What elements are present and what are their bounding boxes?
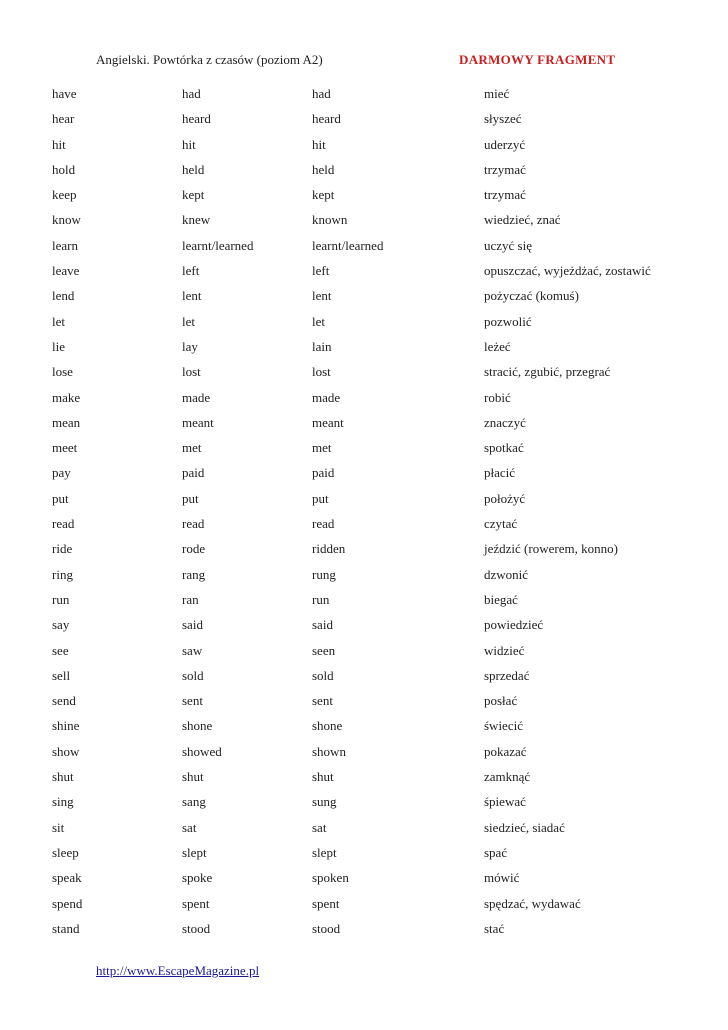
verb-table <box>0 86 728 946</box>
table-row <box>0 845 728 870</box>
past-simple-cell: made <box>182 389 211 405</box>
past-simple-cell: spoke <box>182 870 213 886</box>
past-participle-cell: read <box>312 516 335 532</box>
table-row <box>0 693 728 718</box>
past-participle-cell: put <box>312 490 329 506</box>
past-simple-cell: stood <box>182 920 211 936</box>
table-row <box>0 111 728 136</box>
table-row <box>0 86 728 111</box>
translation-cell: zamknąć <box>484 769 531 785</box>
base-form-cell: shine <box>52 718 80 734</box>
translation-cell: siedzieć, siadać <box>484 819 565 835</box>
translation-cell: położyć <box>484 490 526 506</box>
table-row <box>0 592 728 617</box>
past-simple-cell: knew <box>182 212 211 228</box>
table-row <box>0 491 728 516</box>
past-participle-cell: lost <box>312 364 331 380</box>
translation-cell: pożyczać (komuś) <box>484 288 579 304</box>
base-form-cell: sit <box>52 819 65 835</box>
past-participle-cell: had <box>312 86 331 101</box>
translation-cell: śpiewać <box>484 794 526 810</box>
past-participle-cell: met <box>312 440 332 456</box>
translation-cell: świecić <box>484 718 523 734</box>
past-simple-cell: sang <box>182 794 206 810</box>
past-simple-cell: read <box>182 516 205 532</box>
table-row <box>0 390 728 415</box>
table-row <box>0 668 728 693</box>
past-simple-cell: left <box>182 263 200 279</box>
past-participle-cell: sold <box>312 667 334 683</box>
past-participle-cell: spoken <box>312 870 349 886</box>
base-form-cell: ring <box>52 566 73 582</box>
table-row <box>0 465 728 490</box>
base-form-cell: see <box>52 642 69 658</box>
past-participle-cell: stood <box>312 920 341 936</box>
base-form-cell: show <box>52 743 80 759</box>
base-form-cell: lose <box>52 364 73 380</box>
translation-cell: stać <box>484 920 505 936</box>
translation-cell: znaczyć <box>484 414 526 430</box>
past-simple-cell: rang <box>182 566 206 582</box>
base-form-cell: lend <box>52 288 75 304</box>
translation-cell: trzymać <box>484 161 526 177</box>
table-row <box>0 516 728 541</box>
translation-cell: spać <box>484 844 508 860</box>
document-title: Angielski. Powtórka z czasów (poziom A2) <box>96 52 323 67</box>
past-simple-cell: sold <box>182 667 204 683</box>
table-row <box>0 643 728 668</box>
table-row <box>0 137 728 162</box>
base-form-cell: sing <box>52 794 74 810</box>
base-form-cell: sell <box>52 667 71 683</box>
translation-cell: sprzedać <box>484 667 530 683</box>
past-participle-cell: heard <box>312 111 341 127</box>
past-simple-cell: spent <box>182 895 210 911</box>
past-simple-cell: held <box>182 161 205 177</box>
base-form-cell: pay <box>52 465 71 481</box>
translation-cell: czytać <box>484 516 518 532</box>
base-form-cell: ride <box>52 541 73 557</box>
translation-cell: płacić <box>484 465 516 481</box>
website-link[interactable]: http://www.EscapeMagazine.pl <box>96 963 260 978</box>
past-participle-cell: held <box>312 161 335 177</box>
table-row <box>0 314 728 339</box>
table-row <box>0 617 728 642</box>
past-simple-cell: slept <box>182 844 207 860</box>
table-row <box>0 440 728 465</box>
past-simple-cell: had <box>182 86 201 101</box>
table-row <box>0 187 728 212</box>
base-form-cell: hold <box>52 161 76 177</box>
base-form-cell: mean <box>52 414 81 430</box>
translation-cell: słyszeć <box>484 111 522 127</box>
past-participle-cell: learnt/learned <box>312 237 384 253</box>
base-form-cell: put <box>52 490 69 506</box>
past-simple-cell: learnt/learned <box>182 237 254 253</box>
past-participle-cell: rung <box>312 566 336 582</box>
translation-cell: wiedzieć, znać <box>484 212 561 228</box>
past-participle-cell: ridden <box>312 541 346 557</box>
past-simple-cell: met <box>182 440 202 456</box>
past-simple-cell: heard <box>182 111 211 127</box>
past-participle-cell: let <box>312 313 325 329</box>
table-row <box>0 238 728 263</box>
translation-cell: mieć <box>484 86 510 101</box>
translation-cell: spotkać <box>484 440 524 456</box>
table-row <box>0 567 728 592</box>
translation-cell: biegać <box>484 591 518 607</box>
past-participle-cell: sung <box>312 794 337 810</box>
translation-cell: uczyć się <box>484 237 533 253</box>
translation-cell: stracić, zgubić, przegrać <box>484 364 611 380</box>
past-simple-cell: paid <box>182 465 205 481</box>
translation-cell: mówić <box>484 870 520 886</box>
table-row <box>0 288 728 313</box>
past-simple-cell: kept <box>182 187 205 203</box>
base-form-cell: say <box>52 617 70 633</box>
table-row <box>0 162 728 187</box>
base-form-cell: hear <box>52 111 75 127</box>
past-simple-cell: ran <box>182 591 199 607</box>
past-participle-cell: left <box>312 263 330 279</box>
past-simple-cell: hit <box>182 136 196 152</box>
translation-cell: powiedzieć <box>484 617 544 633</box>
past-simple-cell: shone <box>182 718 213 734</box>
table-row <box>0 415 728 440</box>
past-simple-cell: sent <box>182 693 203 709</box>
table-row <box>0 212 728 237</box>
table-row <box>0 794 728 819</box>
translation-cell: pokazać <box>484 743 527 759</box>
base-form-cell: sleep <box>52 844 79 860</box>
past-participle-cell: known <box>312 212 348 228</box>
table-row <box>0 744 728 769</box>
base-form-cell: hit <box>52 136 66 152</box>
past-participle-cell: shown <box>312 743 346 759</box>
past-participle-cell: made <box>312 389 341 405</box>
table-row <box>0 921 728 946</box>
base-form-cell: have <box>52 86 77 101</box>
past-simple-cell: lent <box>182 288 202 304</box>
table-row <box>0 820 728 845</box>
past-simple-cell: let <box>182 313 195 329</box>
past-participle-cell: meant <box>312 414 344 430</box>
past-simple-cell: said <box>182 617 203 633</box>
past-simple-cell: shut <box>182 769 204 785</box>
past-participle-cell: seen <box>312 642 336 658</box>
page-header <box>0 52 728 72</box>
table-row <box>0 769 728 794</box>
base-form-cell: keep <box>52 187 77 203</box>
translation-cell: widzieć <box>484 642 525 658</box>
past-simple-cell: saw <box>182 642 203 658</box>
past-participle-cell: shone <box>312 718 343 734</box>
base-form-cell: send <box>52 693 76 709</box>
past-participle-cell: paid <box>312 465 335 481</box>
past-participle-cell: spent <box>312 895 340 911</box>
past-participle-cell: lent <box>312 288 332 304</box>
translation-cell: spędzać, wydawać <box>484 895 581 911</box>
base-form-cell: let <box>52 313 65 329</box>
base-form-cell: learn <box>52 237 78 253</box>
base-form-cell: read <box>52 516 75 532</box>
past-participle-cell: run <box>312 591 330 607</box>
past-simple-cell: meant <box>182 414 214 430</box>
translation-cell: pozwolić <box>484 313 532 329</box>
table-row <box>0 263 728 288</box>
past-participle-cell: sat <box>312 819 327 835</box>
base-form-cell: leave <box>52 263 80 279</box>
translation-cell: uderzyć <box>484 136 526 152</box>
base-form-cell: run <box>52 591 70 607</box>
table-row <box>0 339 728 364</box>
base-form-cell: speak <box>52 870 82 886</box>
translation-cell: trzymać <box>484 187 526 203</box>
base-form-cell: lie <box>52 338 65 354</box>
past-participle-cell: sent <box>312 693 333 709</box>
past-simple-cell: sat <box>182 819 197 835</box>
base-form-cell: shut <box>52 769 74 785</box>
past-participle-cell: kept <box>312 187 335 203</box>
table-row <box>0 541 728 566</box>
translation-cell: leżeć <box>484 338 511 354</box>
translation-cell: opuszczać, wyjeżdżać, zostawić <box>484 263 651 279</box>
table-row <box>0 896 728 921</box>
table-row <box>0 718 728 743</box>
free-fragment-badge: DARMOWY FRAGMENT <box>459 52 616 67</box>
base-form-cell: meet <box>52 440 78 456</box>
past-simple-cell: lay <box>182 338 198 354</box>
translation-cell: jeździć (rowerem, konno) <box>484 541 618 557</box>
past-participle-cell: slept <box>312 844 337 860</box>
base-form-cell: spend <box>52 895 83 911</box>
past-participle-cell: shut <box>312 769 334 785</box>
base-form-cell: stand <box>52 920 80 936</box>
past-simple-cell: showed <box>182 743 222 759</box>
past-simple-cell: lost <box>182 364 201 380</box>
table-row <box>0 364 728 389</box>
past-simple-cell: rode <box>182 541 206 557</box>
translation-cell: robić <box>484 389 511 405</box>
past-simple-cell: put <box>182 490 199 506</box>
base-form-cell: know <box>52 212 81 228</box>
past-participle-cell: hit <box>312 136 326 152</box>
translation-cell: dzwonić <box>484 566 529 582</box>
past-participle-cell: lain <box>312 338 332 354</box>
past-participle-cell: said <box>312 617 333 633</box>
translation-cell: posłać <box>484 693 518 709</box>
base-form-cell: make <box>52 389 81 405</box>
table-row <box>0 870 728 895</box>
